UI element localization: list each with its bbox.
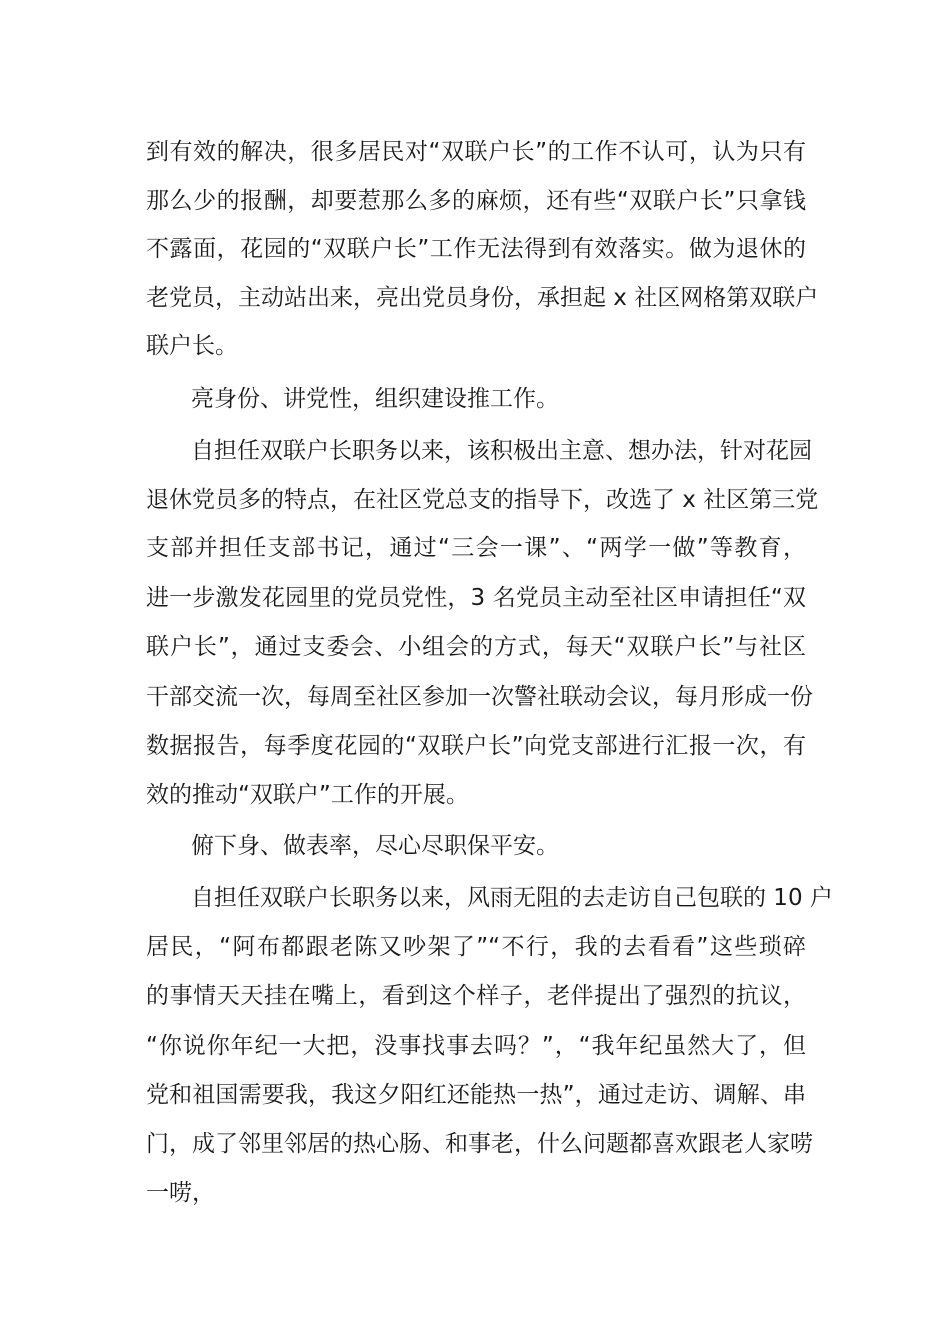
text-line: 联户长。 — [146, 333, 238, 359]
section-heading: 亮身份、讲党性，组织建设推工作。 — [191, 386, 559, 412]
text-line: 自担任双联户长职务以来，风雨无阻的去走访自己包联的 10 户 — [191, 885, 833, 911]
text-line: 的事情天天挂在嘴上，看到这个样子，老伴提出了强烈的抗议， — [146, 983, 806, 1009]
text-line: 居民，“阿布都跟老陈又吵架了”“不行，我的去看看”这些琐碎 — [146, 934, 806, 960]
text-line: 干部交流一次，每周至社区参加一次警社联动会议，每月形成一份 — [146, 684, 813, 710]
text-line: 那么少的报酬，却要惹那么多的麻烦，还有些“双联户长”只拿钱 — [146, 188, 806, 214]
text-line: 不露面，花园的“双联户长”工作无法得到有效落实。做为退休的 — [146, 236, 806, 262]
text-line: 联户长”，通过支委会、小组会的方式，每天“双联户长”与社区 — [146, 634, 806, 660]
text-line: 老党员，主动站出来，亮出党员身份，承担起 x 社区网格第双联户 — [146, 285, 819, 311]
text-line: 一唠， — [146, 1180, 215, 1206]
text-line: “你说你年纪一大把，没事找事去吗？”，“我年纪虽然大了，但 — [146, 1033, 806, 1059]
text-line: 到有效的解决，很多居民对“双联户长”的工作不认可，认为只有 — [146, 139, 806, 165]
text-line: 自担任双联户长职务以来，该积极出主意、想办法，针对花园 — [191, 438, 812, 464]
text-line: 党和祖国需要我，我这夕阳红还能热一热”，通过走访、调解、串 — [146, 1082, 806, 1108]
section-heading: 俯下身、做表率，尽心尽职保平安。 — [191, 833, 559, 859]
text-line: 门，成了邻里邻居的热心肠、和事老，什么问题都喜欢跟老人家唠 — [146, 1131, 813, 1157]
text-line: 效的推动“双联户”工作的开展。 — [146, 782, 469, 808]
text-line: 数据报告，每季度花园的“双联户长”向党支部进行汇报一次，有 — [146, 733, 806, 759]
text-line: 进一步激发花园里的党员党性，3 名党员主动至社区申请担任“双 — [146, 585, 806, 611]
text-line: 退休党员多的特点，在社区党总支的指导下，改选了 x 社区第三党 — [146, 487, 819, 513]
text-line: 支部并担任支部书记，通过“三会一课”、“两学一做”等教育， — [146, 535, 806, 561]
